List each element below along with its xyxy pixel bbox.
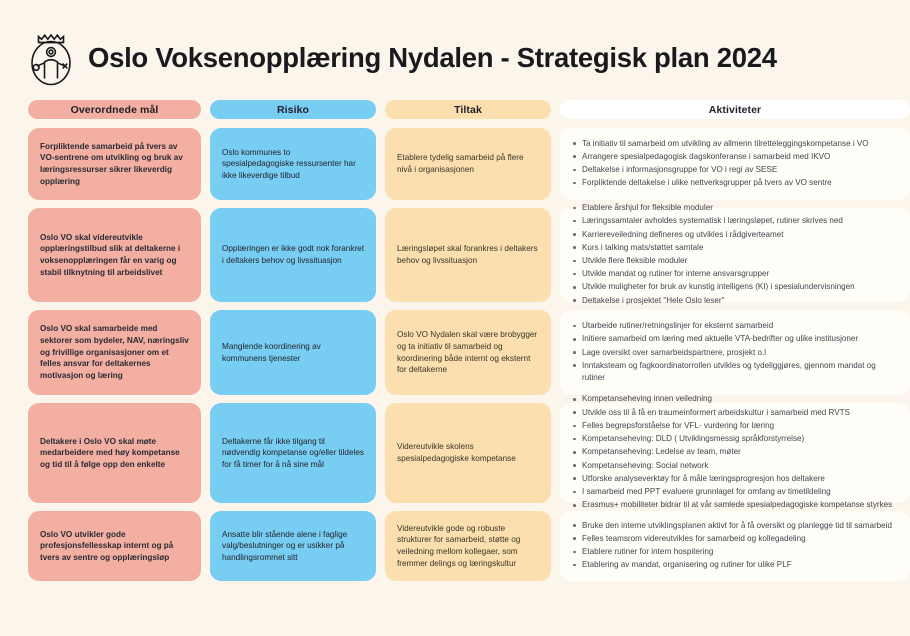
activity-item: Kompetanseheving innen veiledning (572, 393, 898, 405)
activity-item: Kurs i talking mats/støttet samtale (572, 242, 898, 254)
goal-text: Oslo VO skal samarbeide med sektorer som bydeler, NAV, næringsliv og frivillige organisasjoner om et felles ansvar for deltakernes motivasjon og læring (40, 324, 189, 380)
activity-item: Felles begrepsforståelse for VFL- vurdering for læring (572, 420, 898, 432)
activities-cell (560, 203, 910, 305)
measure-text: Etablere tydelig samarbeid på flere nivå i organisasjonen (397, 153, 524, 174)
goal-cell (28, 128, 201, 200)
activity-item: Utvikle mandat og rutiner for interne ansvarsgrupper (572, 268, 898, 280)
risk-text: Oslo kommunes to spesialpedagogiske ressursenter har ikke likeverdige tilbud (222, 147, 356, 180)
activity-item: Kompetanseheving: Social network (572, 460, 898, 472)
risk-cell (210, 208, 376, 302)
activities-list (572, 520, 898, 573)
oslo-coat-of-arms-icon (28, 29, 74, 87)
measure-cell (385, 128, 551, 200)
activity-item: Utarbeide rutiner/retningslinjer for eksternt samarbeid (572, 320, 898, 332)
page-header (20, 0, 878, 100)
activity-item: Utvikle flere fleksible moduler (572, 255, 898, 267)
activity-item: Deltakelse i informasjonsgruppe for VO i regi av SESE (572, 164, 898, 176)
measure-cell (385, 403, 551, 503)
activity-item: I samarbeid med PPT evaluere grunnlaget for omfang av timetildeling (572, 486, 898, 498)
activity-item: Erasmus+ mobiliteter bidrar til at vår samlede spesialpedagogiske kompetanse styrkes (572, 499, 898, 511)
activity-item: Arrangere spesialpedagogisk dagskonferanse i samarbeid med IKVO (572, 151, 898, 163)
activities-cell (560, 394, 910, 510)
plan-grid (20, 100, 893, 589)
goal-cell (28, 403, 201, 503)
measure-text: Videreutvikle skolens spesialpedagogiske kompetanse (397, 442, 516, 463)
activities-cell (560, 128, 910, 200)
activity-item: Felles teamsrom videreutvikles for samarbeid og kollegadeling (572, 533, 898, 545)
goal-cell (28, 310, 201, 395)
measure-text: Oslo VO Nydalen skal være brobygger og ta initiativ til samarbeid og koordinering både internt og eksternt for deltakerne (397, 330, 538, 375)
goal-text: Forpliktende samarbeid på tvers av VO-sentrene om utvikling og bruk av læringsressurser sikrer likeverdig opplæring (40, 141, 183, 186)
measure-cell (385, 310, 551, 395)
goal-text: Oslo VO utvikler gode profesjonsfellesskap internt og på tvers av sentre og opplæringsløp (40, 529, 174, 562)
column-header-overordnede-mal: Overordnede mål (28, 100, 201, 119)
risk-text: Manglende koordinering av kommunens tjenester (222, 341, 321, 363)
activity-item: Utforske analyseverktøy for å måle læringsprogresjon hos deltakere (572, 473, 898, 485)
column-header-risiko: Risiko (210, 100, 376, 119)
activities-list (572, 138, 898, 191)
activities-list (572, 202, 898, 308)
measure-cell (385, 511, 551, 581)
risk-text: Deltakerne får ikke tilgang til nødvendig kompetanse og/eller tildeles for få timer for å nå sine mål (222, 436, 365, 469)
activity-item: Kompetanseheving: Ledelse av team, møter (572, 446, 898, 458)
activity-item: Utvikle muligheter for bruk av kunstig intelligens (KI) i spesialundervisningen (572, 281, 898, 293)
goal-text: Oslo VO skal videreutvikle opplæringstilbud slik at deltakerne i voksenopplæringen får en varig og stabil tilknytning til arbeidslivet (40, 232, 181, 277)
activity-item: Inntaksteam og fagkoordinatorrollen utvikles og tydeliggjøres, gjennom mandat og rutiner (572, 360, 898, 383)
activities-list (572, 393, 898, 512)
activities-list (572, 320, 898, 385)
activity-item: Etablering av mandat, organisering og rutiner for ulike PLF (572, 559, 898, 571)
activity-item: Forpliktende deltakelse i ulike nettverksgrupper på tvers av VO sentre (572, 177, 898, 189)
activities-cell (560, 310, 910, 395)
risk-cell (210, 128, 376, 200)
column-header-aktiviteter: Aktiviteter (560, 100, 910, 119)
activity-item: Lage oversikt over samarbeidspartnere, prosjekt o.l (572, 347, 898, 359)
activity-item: Ta initiativ til samarbeid om utvikling av allmenn tilretteleggingskompetanse i VO (572, 138, 898, 150)
risk-text: Ansatte blir stående alene i faglige valg/beslutninger og er usikker på handlingsrommet sitt (222, 529, 348, 562)
column-header-tiltak: Tiltak (385, 100, 551, 119)
risk-text: Opplæringen er ikke godt nok forankret i deltakers behov og livssituasjon (222, 244, 364, 265)
activity-item: Etablere årshjul for fleksible moduler (572, 202, 898, 214)
measure-text: Videreutvikle gode og robuste strukturer for samarbeid, støtte og veiledning mellom kollegaer, som fremmer delings og læringskultur (397, 523, 521, 568)
measure-text: Læringsløpet skal forankres i deltakers behov og livssituasjon (397, 244, 538, 265)
measure-cell (385, 208, 551, 302)
risk-cell (210, 310, 376, 395)
activities-cell (560, 511, 910, 581)
goal-cell (28, 208, 201, 302)
risk-cell (210, 403, 376, 503)
activity-item: Bruke den interne utviklingsplanen aktivt for å få oversikt og planlegge tid til samarbeid (572, 520, 898, 532)
page-title: Oslo Voksenopplæring Nydalen - Strategisk plan 2024 (88, 42, 777, 73)
activity-item: Utvikle oss til å få en traumeinformert arbeidskultur i samarbeid med RVTS (572, 407, 898, 419)
goal-text: Deltakere i Oslo VO skal møte medarbeidere med høy kompetanse og tid til å følge opp den enkelte (40, 436, 180, 469)
activity-item: Kompetanseheving: DLD ( Utviklingsmessig språkforstyrrelse) (572, 433, 898, 445)
risk-cell (210, 511, 376, 581)
activity-item: Læringssamtaler avholdes systematisk i læringsløpet, rutiner skrives ned (572, 215, 898, 227)
activity-item: Initiere samarbeid om læring med aktuelle VTA-bedrifter og ulike institusjoner (572, 333, 898, 345)
goal-cell (28, 511, 201, 581)
activity-item: Deltakelse i prosjektet "Hele Oslo leser" (572, 295, 898, 307)
activity-item: Etablere rutiner for intern hospitering (572, 546, 898, 558)
activity-item: Karriereveiledning defineres og utvikles i rådgiverteamet (572, 229, 898, 241)
